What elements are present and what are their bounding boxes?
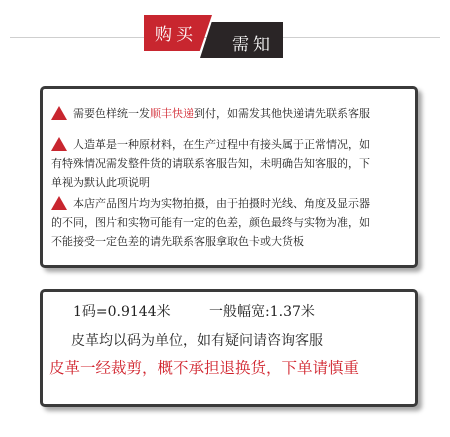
warning-triangle-icon [51, 106, 67, 120]
header-title-right: 需知 [232, 35, 274, 55]
notice-text: 不能接受一定色差的请先联系客服拿取色卡或大货板 [51, 235, 304, 248]
no-return-warning: 皮革一经裁剪，概不承担退换货，下单请慎重 [49, 359, 360, 377]
warning-triangle-icon [51, 196, 67, 210]
notice-text: 到付，如需发其他快递请先联系客服 [194, 107, 370, 120]
notice-highlight: 顺丰快递 [150, 107, 194, 120]
info-box [40, 289, 418, 407]
notice-text: 有特殊情况需发整件货的请联系客服告知，未明确告知客服的，下 [51, 157, 370, 170]
width-label: 一般幅宽:1.37米 [209, 304, 315, 320]
notice-text: 需要色样统一发 [73, 107, 150, 120]
notice-text: 的不同，图片和实物可能有一定的色差，颜色最终与实物为准，如 [51, 216, 370, 229]
warning-triangle-icon [51, 137, 67, 151]
notice-text: 本店产品图片均为实物拍摄，由于拍摄时光线、角度及显示器 [73, 197, 370, 210]
notice-text: 人造革是一种原材料，在生产过程中有接头属于正常情况，如 [73, 138, 370, 151]
header-title-left: 购买 [155, 25, 197, 45]
notice-text: 单视为默认此项说明 [51, 176, 150, 189]
unit-note: 皮革均以码为单位，如有疑问请咨询客服 [71, 333, 323, 349]
notice-box [40, 86, 418, 268]
unit-conversion: 1码=0.9144米 [73, 304, 171, 320]
